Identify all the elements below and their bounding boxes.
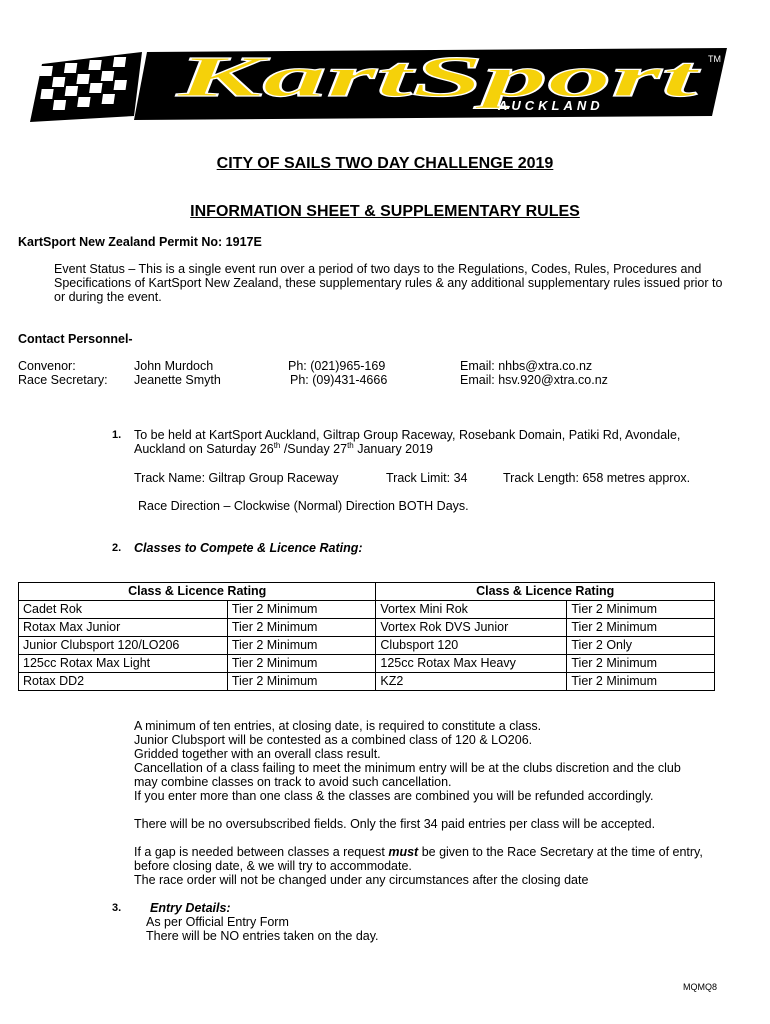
note-line-1: A minimum of ten entries, at closing date, is required to constitute a class.: [134, 719, 542, 733]
race-secretary-email: Email: hsv.920@xtra.co.nz: [460, 373, 608, 387]
note-line-2: Junior Clubsport will be contested as a combined class of 120 & LO206.: [134, 733, 533, 747]
convenor-phone: Ph: (021)965-169: [288, 359, 386, 373]
entry-details-line-1: As per Official Entry Form: [146, 915, 289, 929]
table-cell: Tier 2 Minimum: [227, 637, 376, 655]
gap-line-3: The race order will not be changed under any circumstances after the closing date: [134, 873, 589, 887]
oversubscribed-note: There will be no oversubscribed fields. Only the first 34 paid entries per class will be accepted.: [134, 817, 656, 831]
table-cell: KZ2: [376, 673, 567, 691]
race-secretary-phone: Ph: (09)431-4666: [290, 373, 388, 387]
table-cell: Vortex Rok DVS Junior: [376, 619, 567, 637]
permit-number: KartSport New Zealand Permit No: 1917E: [18, 235, 262, 249]
section-3-heading: Entry Details:: [150, 901, 231, 915]
table-cell: Tier 2 Minimum: [567, 655, 715, 673]
table-row: [19, 637, 715, 655]
table-row: [19, 601, 715, 619]
event-status-line-1: Event Status – This is a single event run over a period of two days to the Regulations, Codes, Rules, Procedures and: [54, 262, 702, 276]
classes-table: [18, 582, 715, 691]
table-cell: Vortex Mini Rok: [376, 601, 567, 619]
chequered-flag-icon: [30, 52, 142, 122]
logo-brand-text: KartSport: [174, 44, 702, 109]
table-row: [19, 673, 715, 691]
table-header-right: Class & Licence Rating: [376, 583, 715, 601]
convenor-email: Email: nhbs@xtra.co.nz: [460, 359, 593, 373]
table-cell: Tier 2 Minimum: [227, 655, 376, 673]
note-line-6: If you enter more than one class & the classes are combined you will be refunded accordingly.: [134, 789, 654, 803]
kartsport-auckland-logo: [22, 44, 742, 126]
table-header-left: Class & Licence Rating: [19, 583, 376, 601]
table-cell: Tier 2 Only: [567, 637, 715, 655]
event-status-line-3: or during the event.: [54, 290, 162, 304]
page-subtitle: INFORMATION SHEET & SUPPLEMENTARY RULES: [190, 203, 580, 220]
logo-region-text: AUCKLAND: [498, 98, 604, 113]
table-cell: Tier 2 Minimum: [567, 601, 715, 619]
section-1-line-2: Auckland on Saturday 26th /Sunday 27th January 2019: [134, 440, 433, 456]
note-line-4: Cancellation of a class failing to meet the minimum entry will be at the clubs discretion and the club: [134, 761, 681, 775]
table-cell: Rotax Max Junior: [19, 619, 228, 637]
track-limit: Track Limit: 34: [386, 471, 468, 485]
entry-details-line-2: There will be NO entries taken on the day.: [146, 929, 379, 943]
table-cell: Tier 2 Minimum: [567, 619, 715, 637]
table-cell: 125cc Rotax Max Light: [19, 655, 228, 673]
section-3-number: 3.: [112, 902, 122, 914]
table-cell: Cadet Rok: [19, 601, 228, 619]
table-cell: Junior Clubsport 120/LO206: [19, 637, 228, 655]
race-direction: Race Direction – Clockwise (Normal) Direction BOTH Days.: [138, 499, 469, 513]
table-cell: Tier 2 Minimum: [227, 673, 376, 691]
track-length: Track Length: 658 metres approx.: [503, 471, 691, 485]
convenor-role: Convenor:: [18, 359, 76, 373]
section-1-line-1: To be held at KartSport Auckland, Giltrap Group Raceway, Rosebank Domain, Patiki Rd, Avondale,: [134, 428, 681, 442]
section-2-number: 2.: [112, 542, 122, 554]
contact-heading: Contact Personnel-: [18, 332, 133, 346]
race-secretary-role: Race Secretary:: [18, 373, 108, 387]
table-cell: Tier 2 Minimum: [227, 619, 376, 637]
track-name: Track Name: Giltrap Group Raceway: [134, 471, 339, 485]
note-line-3: Gridded together with an overall class result.: [134, 747, 381, 761]
page-title: CITY OF SAILS TWO DAY CHALLENGE 2019: [216, 155, 554, 172]
table-cell: Clubsport 120: [376, 637, 567, 655]
table-cell: Rotax DD2: [19, 673, 228, 691]
section-2-heading: Classes to Compete & Licence Rating:: [134, 541, 363, 555]
logo-trademark: TM: [708, 54, 721, 64]
section-1-number: 1.: [112, 429, 122, 441]
race-secretary-name: Jeanette Smyth: [134, 373, 221, 387]
table-row: [19, 619, 715, 637]
table-cell: Tier 2 Minimum: [227, 601, 376, 619]
table-cell: 125cc Rotax Max Heavy: [376, 655, 567, 673]
note-line-5: may combine classes on track to avoid such cancellation.: [134, 775, 452, 789]
footer-code: MQMQ8: [683, 982, 718, 992]
gap-line-2: before closing date, & we will try to accommodate.: [134, 859, 412, 873]
convenor-name: John Murdoch: [134, 359, 214, 373]
table-header-row: [19, 583, 715, 601]
table-row: [19, 655, 715, 673]
table-cell: Tier 2 Minimum: [567, 673, 715, 691]
event-status-line-2: Specifications of KartSport New Zealand, these supplementary rules & any additional supplementary rules issued prior to: [54, 276, 723, 290]
gap-line-1: If a gap is needed between classes a request must be given to the Race Secretary at the time of entry,: [134, 845, 703, 859]
